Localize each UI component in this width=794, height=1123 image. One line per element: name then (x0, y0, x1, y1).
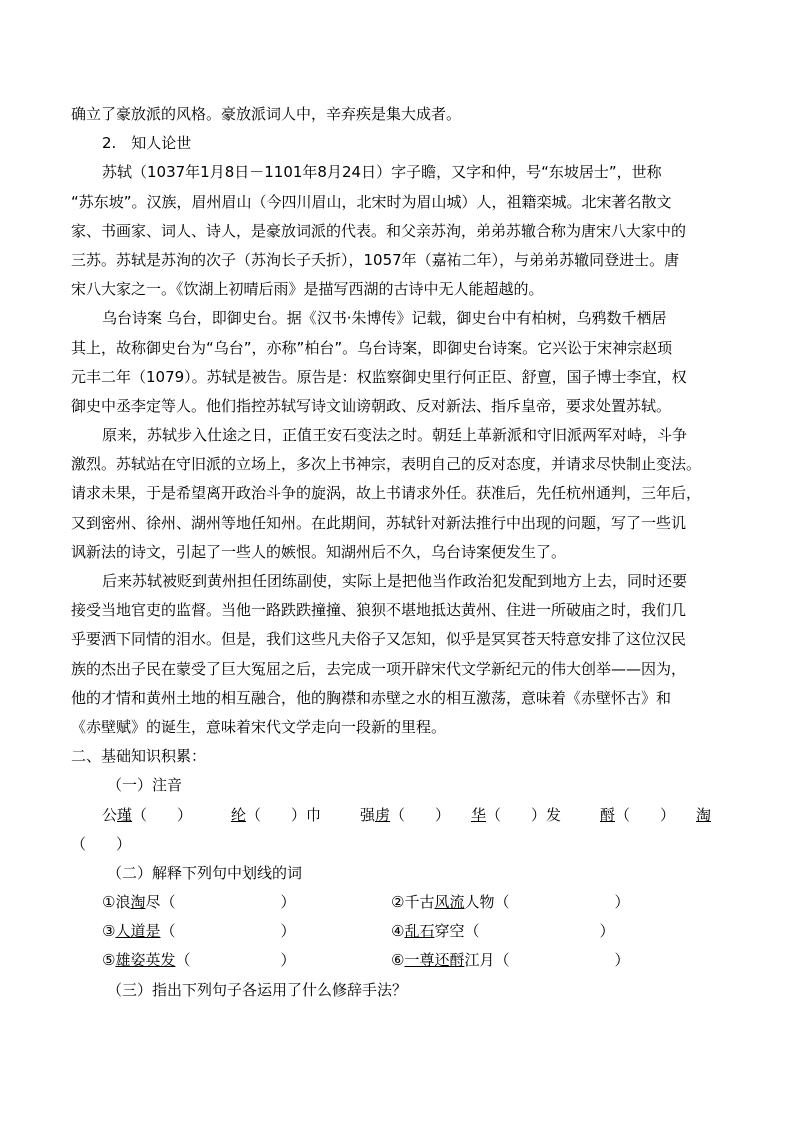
paragraph-line: 讽新法的诗文，引起了一些人的嫉恨。知湖州后不久，乌台诗案便发生了。 (71, 542, 567, 561)
paragraph-line: 《赤壁赋》的诞生，意味着宋代文学走向一段新的里程。 (71, 717, 447, 736)
phonetic-item: 酹（ ） (600, 805, 676, 824)
phonetic-item: 淘 (696, 805, 712, 824)
paragraph-line: 家、书画家、词人、诗人，是豪放词派的代表。和父亲苏洵，弟弟苏辙合称为唐宋八大家中的 (71, 221, 687, 240)
explain-row (71, 917, 723, 946)
phonetic-blank: （ ） (71, 834, 132, 853)
explain-row (71, 946, 723, 975)
phonetic-item: 华（ ）发 (471, 805, 562, 824)
paragraph-line: 乌台诗案 乌台，即御史台。据《汉书·朱博传》记载，御史台中有柏树，乌鸦数千栖居 (102, 309, 667, 328)
subsection-title: （一）注音 (107, 776, 183, 795)
phonetic-item: 纶（ ）巾 (231, 805, 322, 824)
phonetic-item: 强虏（ ） (360, 805, 451, 824)
paragraph-line: 他的才情和黄州土地的相互融合，他的胸襟和赤壁之水的相互激荡，意味着《赤壁怀古》和 (71, 688, 672, 707)
paragraph-line: 原来，苏轼步入仕途之日，正值王安石变法之时。朝廷上革新派和守旧派两军对峙，斗争 (102, 426, 688, 445)
explain-item: ④乱石穿空（ ） (391, 922, 615, 941)
paragraph-line: 族的杰出子民在蒙受了巨大冤屈之后，去完成一项开辟宋代文学新纪元的伟大创举——因为， (71, 659, 687, 678)
paragraph-line: 御史中丞李定等人。他们指控苏轼写诗文讪谤朝政、反对新法、指斥皇帝，要求处置苏轼。 (71, 396, 672, 415)
paragraph-line: 乎要洒下同情的泪水。但是，我们这些凡夫俗子又怎知，似乎是冥冥苍天特意安排了这位汉民 (71, 630, 687, 649)
paragraph-line: 三苏。苏轼是苏洵的次子（苏洵长子夭折），1057年（嘉祐二年），与弟弟苏辙同登进士。唐 (71, 250, 680, 269)
paragraph-line: “苏东坡”。汉族，眉州眉山（今四川眉山，北宋时为眉山城）人，祖籍栾城。北宋著名散文 (71, 192, 672, 211)
section-heading: 2. 知人论世 (102, 134, 192, 153)
paragraph-line: 苏轼（1037年1月8日－1101年8月24日）字子瞻，又字和仲，号“东坡居士”，世称 (102, 163, 662, 182)
paragraph-line: 请求未果，于是希望离开政治斗争的旋涡，故上书请求外任。获准后，先任杭州通判，三年后， (71, 484, 702, 503)
document-page (71, 100, 723, 1005)
explain-item: ⑤雄姿英发（ ） (102, 951, 296, 970)
paragraph-line: 又到密州、徐州、湖州等地任知州。在此期间，苏轼针对新法推行中出现的问题，写了一些讥 (71, 513, 687, 532)
subsection-title: （二）解释下列句中划线的词 (107, 863, 303, 882)
paragraph-line: 宋八大家之一。《饮湖上初晴后雨》是描写西湖的古诗中无人能超越的。 (71, 280, 544, 299)
explain-item: ③人道是（ ） (102, 922, 296, 941)
paragraph-line: 元丰二年（1079）。苏轼是被告。原告是：权监察御史里行何正臣、舒亶，国子博士李宜，权 (71, 367, 687, 386)
explain-item: ①浪淘尽（ ） (102, 893, 296, 912)
explain-row (71, 888, 723, 917)
paragraph-line: 接受当地官吏的监督。当他一路跌跌撞撞、狼狈不堪地抵达黄州、住进一所破庙之时，我们几 (71, 601, 687, 620)
explain-item: ②千古风流人物（ ） (391, 893, 630, 912)
subsection-title: （三）指出下列句子各运用了什么修辞手法？ (107, 980, 408, 999)
section-heading: 二、基础知识积累： (71, 747, 207, 766)
explain-item: ⑥一尊还酹江月（ ） (391, 951, 630, 970)
phonetic-row (71, 801, 723, 830)
phonetic-item: 公瑾（ ） (102, 805, 193, 824)
paragraph-line: 激烈。苏轼站在守旧派的立场上，多次上书神宗，表明自己的反对态度，并请求尽快制止变法。 (71, 455, 702, 474)
paragraph-line: 确立了豪放派的风格。豪放派词人中，辛弃疾是集大成者。 (71, 105, 462, 123)
paragraph-line: 后来苏轼被贬到黄州担任团练副使，实际上是把他当作政治犯发配到地方上去，同时还要 (102, 572, 688, 590)
paragraph-line: 其上，故称御史台为“乌台”，亦称”柏台”。乌台诗案，即御史台诗案。它兴讼于宋神宗赵顼 (71, 338, 673, 357)
